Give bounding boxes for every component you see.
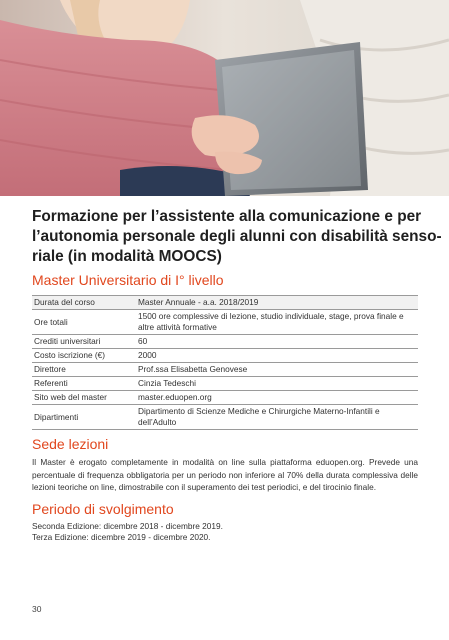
table-value: 1500 ore complessive di lezione, studio individuale, stage, prova finale e altre attività formative [136,310,418,335]
table-value: Dipartimento di Scienze Mediche e Chirurgiche Materno-Infantili e dell’Adulto [136,405,418,430]
course-info-table [32,295,418,430]
table-label: Costo iscrizione (€) [32,349,136,363]
table-value: 60 [136,335,418,349]
table-label: Direttore [32,363,136,377]
periodo-heading: Periodo di svolgimento [32,500,174,517]
course-title-line: l’autonomia personale degli alunni con disabilità senso- [32,228,442,245]
table-value: 2000 [136,349,418,363]
table-value: Cinzia Tedeschi [136,377,418,391]
table-row [32,296,418,310]
table-label: Durata del corso [32,296,136,310]
course-subtitle: Master Universitario di I° livello [32,272,224,288]
table-row [32,335,418,349]
course-title-line: Formazione per l’assistente alla comunicazione e per [32,208,422,225]
header-photo [0,0,449,196]
table-label: Dipartimenti [32,405,136,430]
page-number: 30 [32,604,42,614]
table-row [32,377,418,391]
table-label: Crediti universitari [32,335,136,349]
table-row [32,349,418,363]
table-value: Master Annuale - a.a. 2018/2019 [136,296,418,310]
course-title-line: riale (in modalità MOOCS) [32,248,222,265]
periodo-line: Seconda Edizione: dicembre 2018 - dicembre 2019. [32,520,223,531]
table-row [32,391,418,405]
table-label: Sito web del master [32,391,136,405]
table-label: Referenti [32,377,136,391]
photo-illustration [0,0,449,196]
table-row [32,310,418,335]
periodo-line: Terza Edizione: dicembre 2019 - dicembre 2020. [32,532,211,542]
sede-heading: Sede lezioni [32,436,109,452]
periodo-text [32,521,418,544]
table-row [32,405,418,430]
table-label: Ore totali [32,310,136,335]
table-row [32,363,418,377]
page-content [32,207,442,544]
sede-text: Il Master è erogato completamente in modalità on line sulla piattaforma eduopen.org. Prevede una percentuale di frequenza obbligatoria per un periodo non inferiore al 70% della durata complessiva delle lezioni teoriche on line, dimostrabile con il superamento dei test periodici, e del tirocinio finale. [32,457,418,492]
course-title [32,207,442,267]
table-value: Prof.ssa Elisabetta Genovese [136,363,418,377]
table-value: master.eduopen.org [136,391,418,405]
